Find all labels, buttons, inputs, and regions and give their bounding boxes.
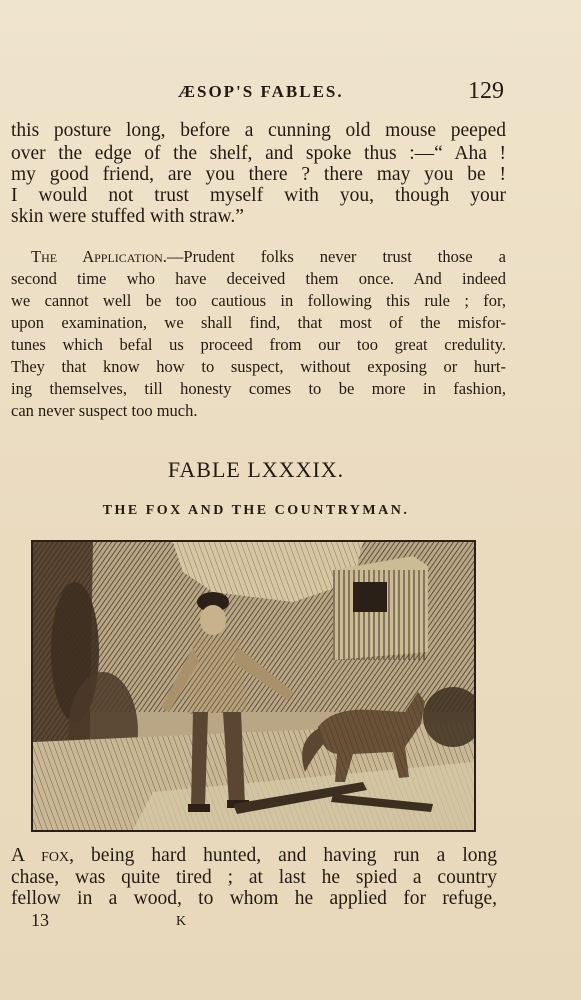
- text-line: [11, 845, 497, 867]
- woodcut-illustration: [31, 540, 476, 832]
- signature-number: 13: [31, 910, 49, 930]
- text-line: They that know how to suspect, without exposing or hurt-: [11, 357, 506, 376]
- running-head: [0, 78, 581, 108]
- fable-heading: FABLE LXXXIX.: [167, 457, 345, 482]
- text-line: can never suspect too much.: [11, 401, 198, 420]
- text-line-rest: being hard hunted, and having run a long: [73, 845, 498, 866]
- application-label: The Application.: [31, 247, 167, 266]
- fable-title: THE FOX AND THE COUNTRYMAN.: [102, 503, 410, 518]
- opening-words: A fox,: [11, 845, 74, 866]
- text-line: we cannot well be too cautious in following this rule ; for,: [11, 291, 506, 310]
- text-line: this posture long, before a cunning old mouse peeped: [11, 120, 506, 141]
- signature-letter: K: [176, 914, 187, 929]
- text-line: chase, was quite tired ; at last he spied a country: [11, 867, 497, 888]
- text-line: I would not trust myself with you, though your: [11, 185, 506, 206]
- text-line: my good friend, are you there ? there may you be !: [11, 164, 506, 185]
- text-line: tunes which befal us proceed from our too great credulity.: [11, 335, 506, 354]
- application-first-line: [31, 247, 506, 267]
- text-line: ing themselves, till honesty comes to be more in fashion,: [11, 379, 506, 398]
- running-title: ÆSOP'S FABLES.: [178, 82, 344, 101]
- text-line: skin were stuffed with straw.”: [11, 206, 244, 227]
- text-line: upon examination, we shall find, that most of the misfor-: [11, 313, 506, 332]
- text-line: fellow in a wood, to whom he applied for refuge,: [11, 888, 497, 909]
- text-line: over the edge of the shelf, and spoke thus :—“ Aha !: [11, 143, 506, 164]
- text-line: second time who have deceived them once. And indeed: [11, 269, 506, 288]
- page-number: 129: [468, 78, 504, 104]
- application-first-line-text: —Prudent folks never trust those a: [166, 247, 506, 266]
